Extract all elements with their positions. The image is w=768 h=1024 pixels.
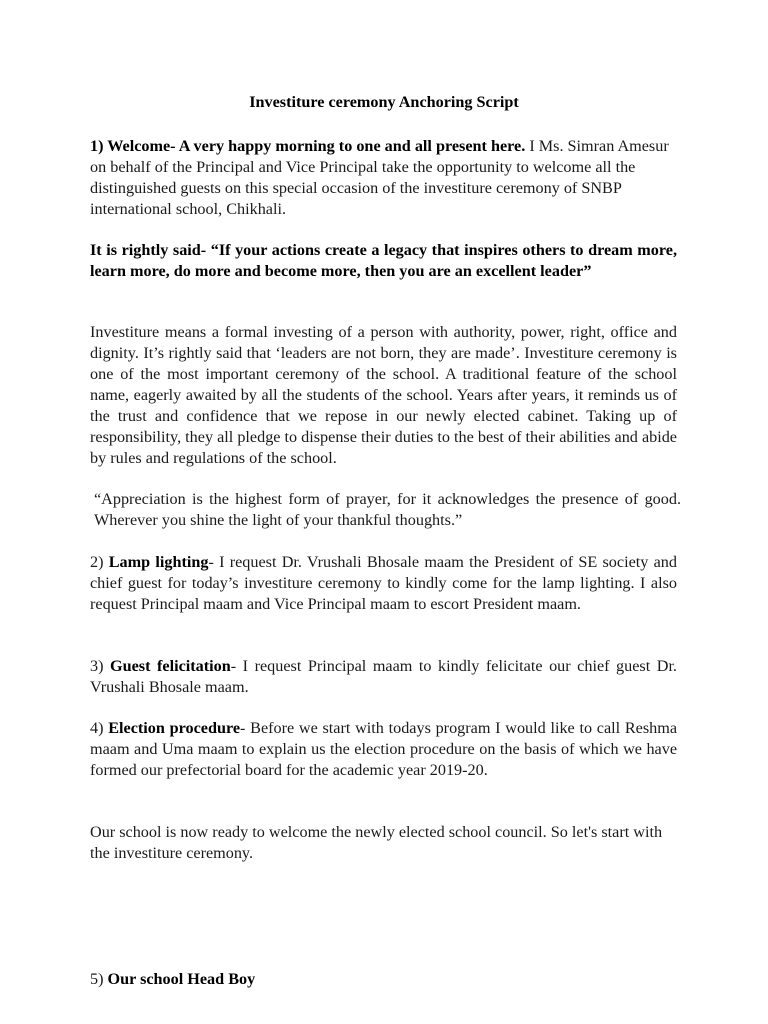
lamp-lighting-number: 2) [90,553,109,571]
election-procedure-heading: Election procedure [108,719,241,737]
welcome-heading: 1) Welcome [90,137,171,155]
election-procedure-text: - Before we start with todays program I would like to call Reshma maam and Uma maam to explain us the election procedure on the basis of which we have formed our prefectorial board for the academic year 2019-20. [90,719,678,779]
lamp-lighting-heading: Lamp lighting [108,553,209,571]
guest-felicitation-number: 3) [90,657,111,675]
head-boy-heading [90,969,677,990]
appreciation-quote: “Appreciation is the highest form of prayer, for it acknowledges the presence of good. Wherever you shine the light of your thankful thoughts.” [94,490,681,529]
guest-felicitation-paragraph [90,656,677,698]
investiture-paragraph: Investiture means a formal investing of a person with authority, power, right, office and dignity. It’s rightly said that ‘leaders are not born, they are made’. Investiture ceremony is one of the most important ceremony of the school. A traditional feature of the school name, eagerly awaited by all the students of the school. Years after years, it reminds us of the trust and confidence that we repose in our newly elected cabinet. Taking up of responsibility, they all pledge to dispense their duties to the best of their abilities and abide by rules and regulations of the school. [90,323,677,467]
election-procedure-paragraph [90,718,677,781]
ready-paragraph: Our school is now ready to welcome the newly elected school council. So let's start with the investiture ceremony. [90,823,663,862]
guest-felicitation-text: - I request Principal maam to kindly felicitate our chief guest Dr. Vrushali Bhosale maam. [90,657,677,696]
welcome-text: I Ms. Simran Amesur on behalf of the Principal and Vice Principal take the opportunity to welcome all the distinguished guests on this special occasion of the investiture ceremony of SNBP international school, Chikhali. [90,137,669,218]
guest-felicitation-heading: Guest felicitation [110,657,231,675]
welcome-paragraph [90,136,677,220]
legacy-quote: It is rightly said- “If your actions create a legacy that inspires others to dream more, learn more, do more and become more, then you are an excellent leader” [90,241,677,280]
lamp-lighting-text: - I request Dr. Vrushali Bhosale maam the President of SE society and chief guest for today’s investiture ceremony to kindly come for the lamp lighting. I also request Principal maam and Vice Principal maam to escort President maam. [90,553,677,613]
head-boy-number: 5) [90,970,108,988]
head-boy-title: Our school Head Boy [107,970,256,988]
lamp-lighting-paragraph [90,552,677,615]
page-title: Investiture ceremony Anchoring Script [249,93,519,111]
election-procedure-number: 4) [90,719,109,737]
welcome-greeting: - A very happy morning to one and all present here. [170,137,526,155]
